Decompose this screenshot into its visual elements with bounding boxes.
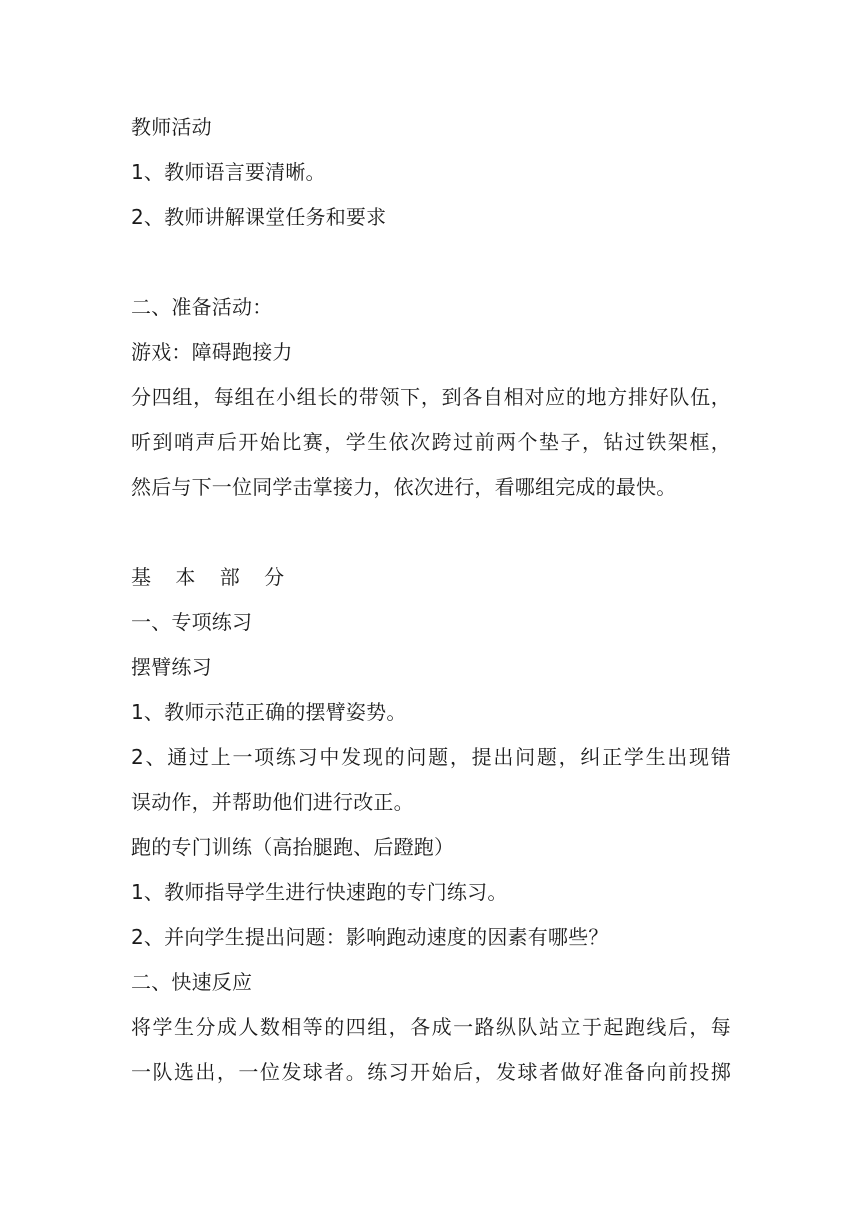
heading-teacher-activity: 教师活动 (131, 115, 212, 139)
text-line: 2、教师讲解课堂任务和要求 (131, 205, 387, 229)
text-line: 2、并向学生提出问题：影响跑动速度的因素有哪些？ (131, 925, 609, 949)
blank-line (131, 240, 731, 285)
section-heading-quick-reaction: 二、快速反应 (131, 970, 253, 994)
text-line: 游戏：障碍跑接力 (131, 340, 293, 364)
section-heading-preparation: 二、准备活动： (131, 295, 273, 319)
section-heading-basic-part: 基 本 部 分 (131, 565, 294, 589)
paragraph-line: 误动作，并帮助他们进行改正。 (131, 790, 414, 814)
document-page (131, 105, 731, 1095)
paragraph-line: 一队选出，一位发球者。练习开始后，发球者做好准备向前投掷 (131, 1060, 731, 1084)
paragraph-line: 然后与下一位同学击掌接力，依次进行，看哪组完成的最快。 (131, 475, 677, 499)
subheading-arm-swing: 摆臂练习 (131, 655, 212, 679)
text-line: 1、教师示范正确的摆臂姿势。 (131, 700, 407, 724)
text-line: 1、教师语言要清晰。 (131, 160, 326, 184)
subheading-running-training: 跑的专门训练（高抬腿跑、后蹬跑） (131, 835, 455, 859)
text-line: 1、教师指导学生进行快速跑的专门练习。 (131, 880, 508, 904)
paragraph-line: 听到哨声后开始比赛，学生依次跨过前两个垫子，钻过铁架框， (131, 430, 731, 454)
paragraph-line: 将学生分成人数相等的四组，各成一路纵队站立于起跑线后，每 (131, 1015, 731, 1039)
section-heading-special-practice: 一、专项练习 (131, 610, 253, 634)
blank-line (131, 510, 731, 555)
paragraph-line: 2、通过上一项练习中发现的问题，提出问题，纠正学生出现错 (131, 745, 731, 769)
paragraph-line: 分四组，每组在小组长的带领下，到各自相对应的地方排好队伍， (131, 385, 731, 409)
